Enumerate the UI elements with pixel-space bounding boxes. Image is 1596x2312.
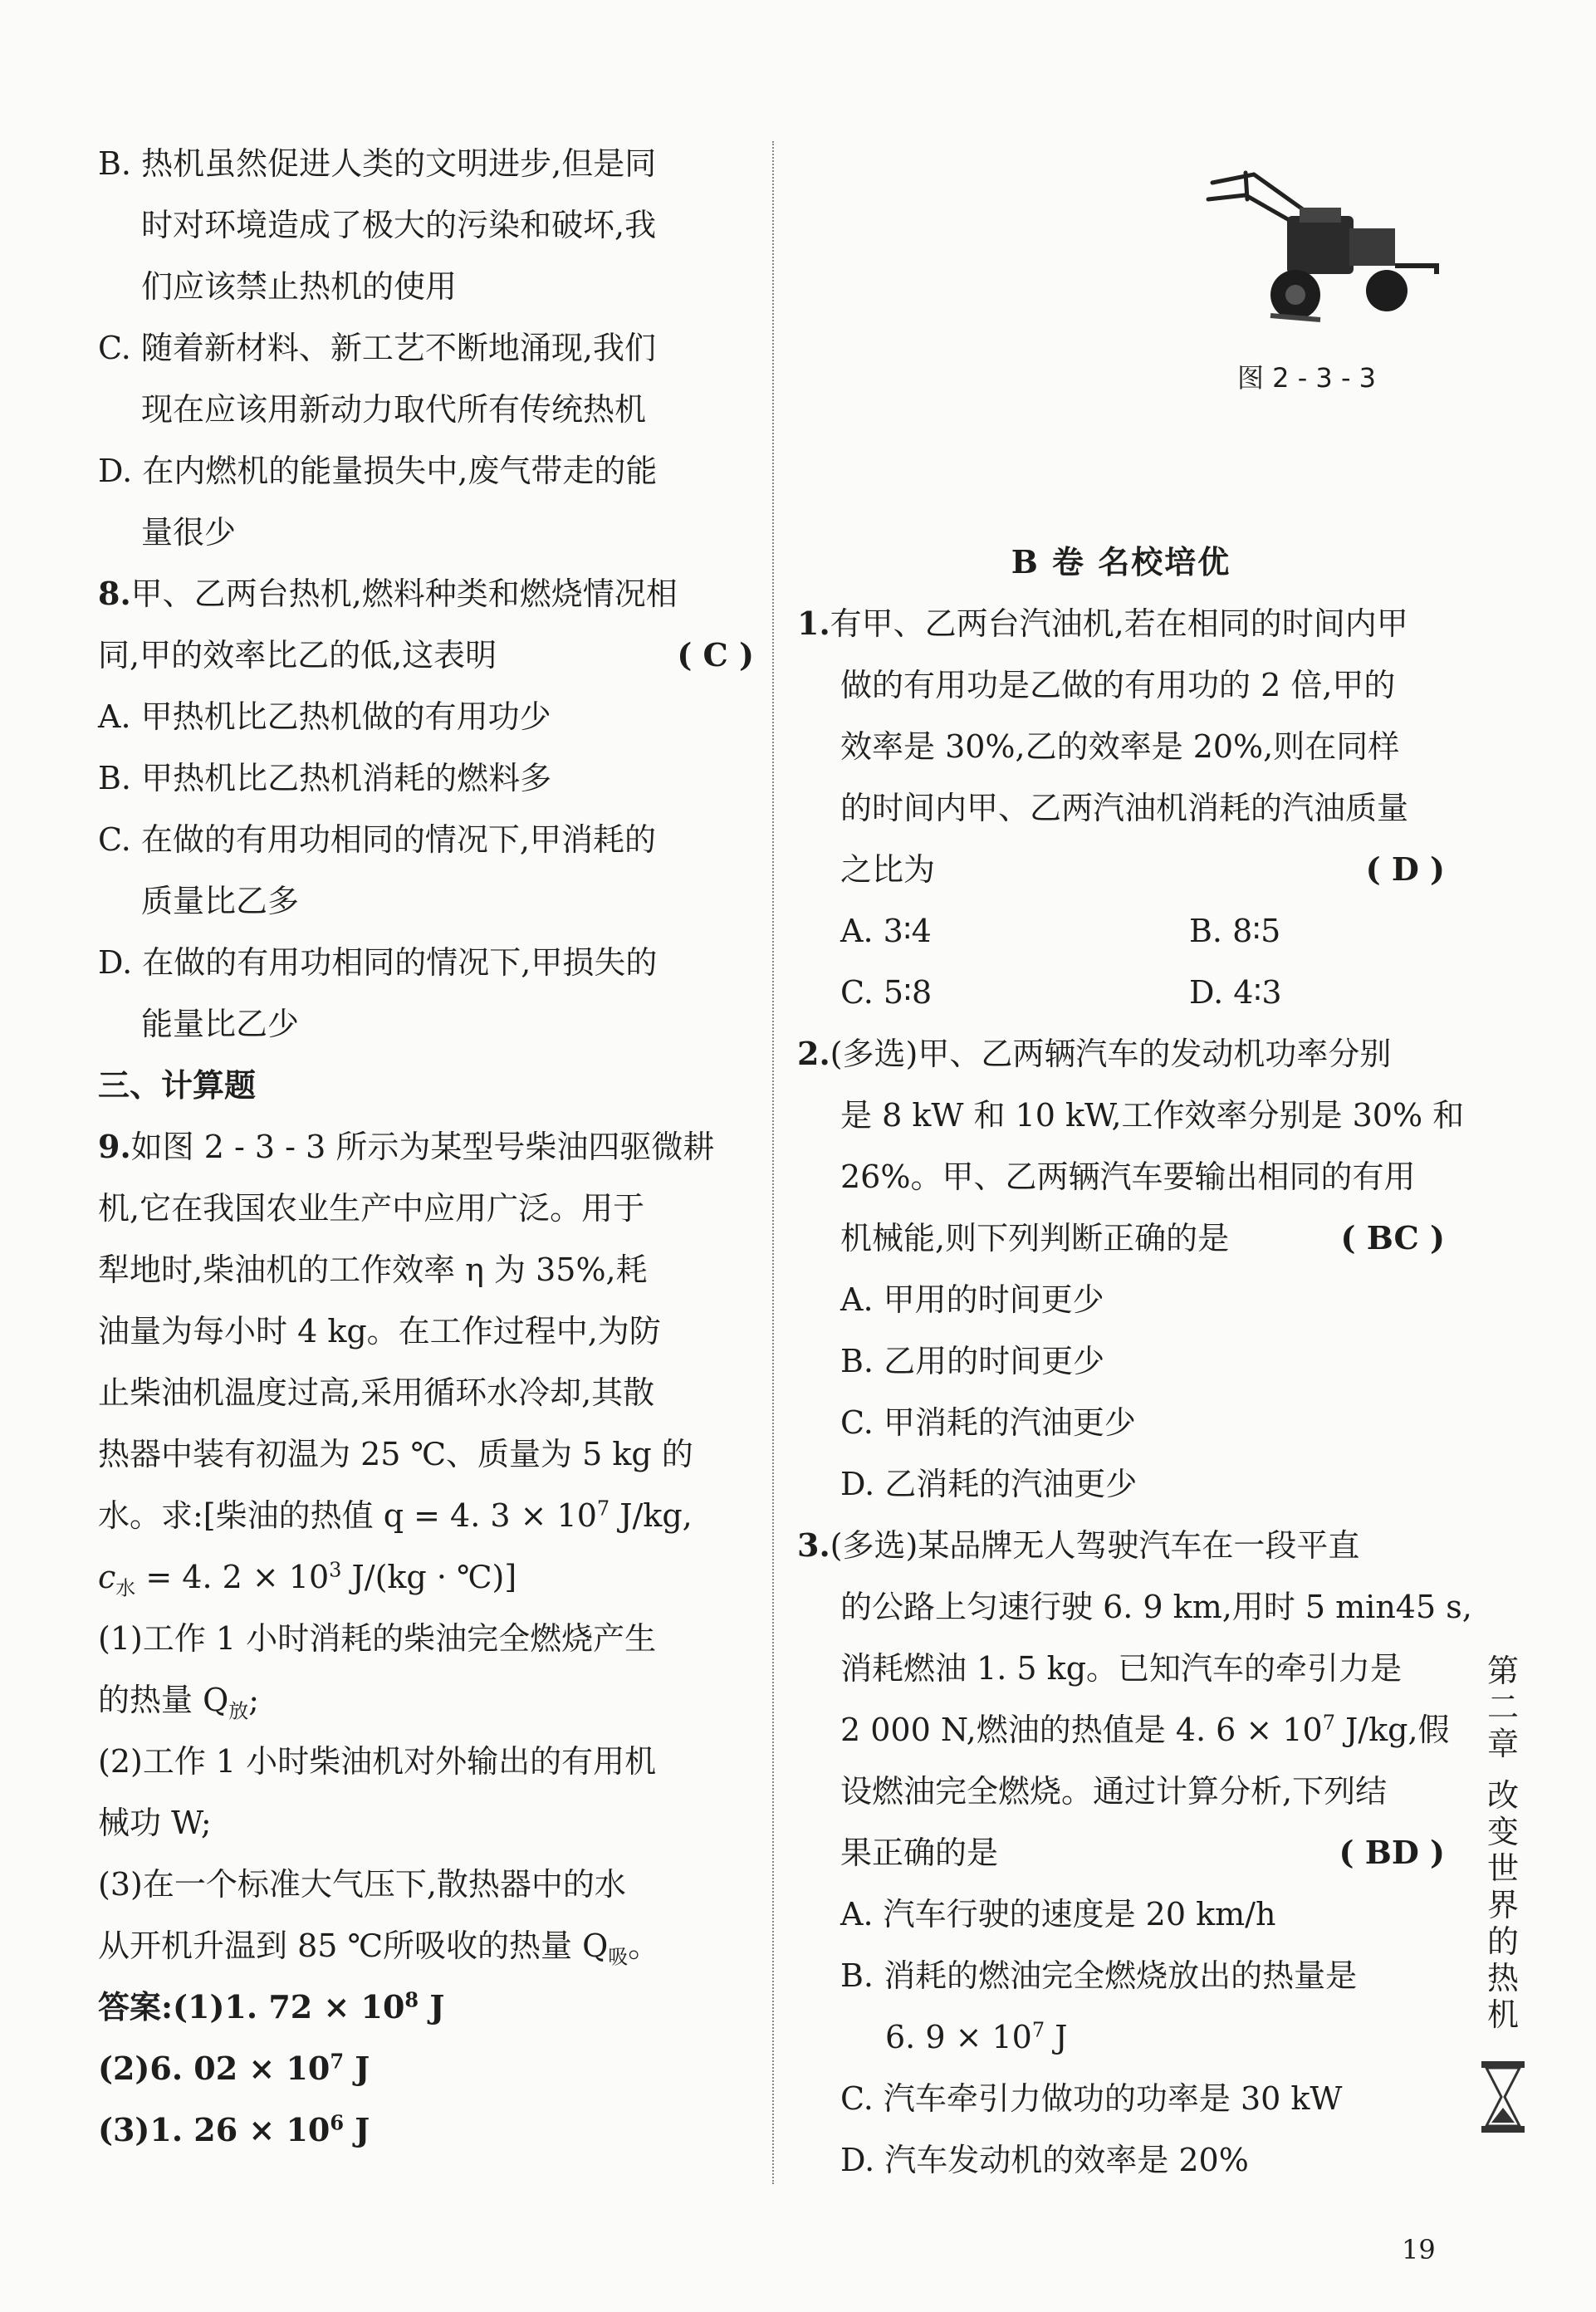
rq1-answer: ( D ) xyxy=(1365,850,1445,888)
rq1-stem: 1.有甲、乙两台汽油机,若在相同的时间内甲 xyxy=(797,605,1408,642)
figure-caption: 图 2 - 3 - 3 xyxy=(1237,362,1377,394)
rq3-option-b: B. 消耗的燃油完全燃烧放出的热量是 xyxy=(840,1957,1358,1994)
rq1-options-row2: C. 5∶8 D. 4∶3 xyxy=(840,974,1282,1011)
rq3-last: 果正确的是 ( BD ) xyxy=(797,1822,1445,1883)
sidebar-char: 章 xyxy=(1486,1726,1519,1762)
left-column xyxy=(98,133,754,2161)
right-column xyxy=(797,531,1472,2191)
q9-answer-2: (2)6. $02 \times 10^7$ J xyxy=(98,2049,370,2087)
q8-option-b: B. 甲热机比乙热机消耗的燃料多 xyxy=(98,760,552,796)
sidebar-char: 二 xyxy=(1486,1689,1519,1726)
q8-stem: 8.甲、乙两台热机,燃料种类和燃烧情况相 xyxy=(98,575,678,612)
q8-option-c: C. 在做的有用功相同的情况下,甲消耗的 xyxy=(98,821,656,858)
rq2-option-c: C. 甲消耗的汽油更少 xyxy=(840,1404,1136,1441)
tiller-figure xyxy=(1196,149,1445,340)
q8-option-d-cont: 能量比乙少 xyxy=(141,1006,300,1042)
rq3-line-5: 设燃油完全燃烧。通过计算分析,下列结 xyxy=(840,1773,1388,1810)
page-number: 19 xyxy=(1402,2234,1436,2265)
sidebar-char: 第 xyxy=(1486,1653,1519,1689)
rq2-line: 是 8 kW 和 10 kW,工作效率分别是 30% 和 xyxy=(840,1097,1465,1134)
rq1-last: 之比为 ( D ) xyxy=(797,839,1445,900)
q9-line-8: $c_水 = 4$. $2 \times 10^3$ J/(kg · ℃)] xyxy=(98,1558,517,1600)
q9-line-7: 水。求:[柴油的热值 q = 4. $3 \times 10^7$ J/kg, xyxy=(98,1496,693,1534)
q9-sub3-cont: 从开机升温到 85 ℃所吸收的热量 $Q_吸$。 xyxy=(98,1927,660,1969)
rq2-answer: ( BC ) xyxy=(1340,1219,1445,1256)
rq3-answer: ( BD ) xyxy=(1339,1834,1445,1871)
sidebar-char: 改 xyxy=(1486,1777,1519,1814)
rq3-option-d: D. 汽车发动机的效率是 20% xyxy=(840,2142,1249,2178)
q7-option-d-cont: 量很少 xyxy=(141,514,237,551)
rq1-line: 做的有用功是乙做的有用功的 2 倍,甲的 xyxy=(840,667,1396,703)
sidebar-char: 变 xyxy=(1486,1814,1519,1850)
section-b-header: B 卷 名校培优 xyxy=(1011,543,1231,580)
q8-option-c-cont: 质量比乙多 xyxy=(141,883,300,919)
q9-line: 止柴油机温度过高,采用循环水冷却,其散 xyxy=(98,1374,655,1411)
hourglass-icon xyxy=(1480,2060,1526,2134)
rq3-line: 的公路上匀速行驶 6. 9 km,用时 5 min45 s, xyxy=(840,1589,1472,1625)
rq3-line-4: 2 000 N,燃油的热值是 4. $6 \times 10^7$ J/kg,假 xyxy=(840,1711,1450,1748)
sidebar-char: 世 xyxy=(1486,1850,1519,1887)
rq3-option-c: C. 汽车牵引力做功的功率是 30 kW xyxy=(840,2080,1343,2117)
rq1-line: 效率是 30%,乙的效率是 20%,则在同样 xyxy=(840,728,1400,765)
rq3-line: 消耗燃油 1. 5 kg。已知汽车的牵引力是 xyxy=(840,1650,1403,1687)
chapter-sidebar xyxy=(1478,1653,1528,2033)
q9-sub1: (1)工作 1 小时消耗的柴油完全燃烧产生 xyxy=(98,1620,657,1657)
rq2-last: 机械能,则下列判断正确的是 ( BC ) xyxy=(797,1207,1445,1269)
sidebar-char: 热 xyxy=(1486,1960,1519,1996)
rq3-option-a: A. 汽车行驶的速度是 20 km/h xyxy=(840,1896,1276,1932)
section-title-calc: 三、计算题 xyxy=(98,1066,257,1104)
q7-option-c-cont: 现在应该用新动力取代所有传统热机 xyxy=(141,391,647,428)
rq3-stem: 3.(多选)某品牌无人驾驶汽车在一段平直 xyxy=(797,1526,1360,1564)
q9-answer-1: 答案:(1)1. $72 \times 10^8$ J xyxy=(98,1987,445,2025)
q7-option-b-cont2: 们应该禁止热机的使用 xyxy=(141,268,458,305)
rq2-option-b: B. 乙用的时间更少 xyxy=(840,1343,1105,1379)
q9-sub1-cont: 的热量 $Q_放$; xyxy=(98,1682,260,1723)
q9-line: 热器中装有初温为 25 ℃、质量为 5 kg 的 xyxy=(98,1436,693,1472)
q7-option-c: C. 随着新材料、新工艺不断地涌现,我们 xyxy=(98,330,656,366)
sidebar-char: 界 xyxy=(1486,1887,1519,1923)
rq2-option-a: A. 甲用的时间更少 xyxy=(840,1281,1104,1318)
q8-answer: ( C ) xyxy=(677,636,754,674)
q7-option-b-cont: 时对环境造成了极大的污染和破坏,我 xyxy=(141,207,657,243)
q9-sub2-cont: 械功 W; xyxy=(98,1805,212,1841)
rq1-line: 的时间内甲、乙两汽油机消耗的汽油质量 xyxy=(840,790,1409,826)
q8-option-d: D. 在做的有用功相同的情况下,甲损失的 xyxy=(98,944,658,981)
tiller-wheel-right xyxy=(1366,270,1408,311)
engine-block xyxy=(1287,216,1354,274)
q7-option-d: D. 在内燃机的能量损失中,废气带走的能 xyxy=(98,453,658,489)
q8-stem-cont: 同,甲的效率比乙的低,这表明 ( C ) xyxy=(98,625,754,686)
rq2-stem: 2.(多选)甲、乙两辆汽车的发动机功率分别 xyxy=(797,1035,1392,1072)
rq3-option-b-cont: 6. $9 \times 10^7$ J xyxy=(885,2018,1068,2055)
q9-stem: 9.如图 2 - 3 - 3 所示为某型号柴油四驱微耕 xyxy=(98,1128,715,1165)
q9-line: 犁地时,柴油机的工作效率 η 为 35%,耗 xyxy=(98,1252,648,1288)
rq1-options-row1: A. 3∶4 B. 8∶5 xyxy=(840,913,1281,949)
q9-sub2: (2)工作 1 小时柴油机对外输出的有用机 xyxy=(98,1743,657,1780)
q8-option-a: A. 甲热机比乙热机做的有用功少 xyxy=(98,698,551,735)
sidebar-char: 的 xyxy=(1486,1923,1519,1960)
sidebar-char: 机 xyxy=(1486,1996,1519,2033)
column-divider xyxy=(772,141,774,2184)
rq2-option-d: D. 乙消耗的汽油更少 xyxy=(840,1466,1138,1502)
q9-line: 油量为每小时 4 kg。在工作过程中,为防 xyxy=(98,1313,661,1349)
q9-sub3: (3)在一个标准大气压下,散热器中的水 xyxy=(98,1866,626,1903)
rq2-line: 26%。甲、乙两辆汽车要输出相同的有用 xyxy=(840,1158,1416,1195)
q9-answer-3: (3)1. $26 \times 10^6$ J xyxy=(98,2110,370,2148)
q9-line: 机,它在我国农业生产中应用广泛。用于 xyxy=(98,1190,645,1227)
q7-option-b: B. 热机虽然促进人类的文明进步,但是同 xyxy=(98,145,657,182)
